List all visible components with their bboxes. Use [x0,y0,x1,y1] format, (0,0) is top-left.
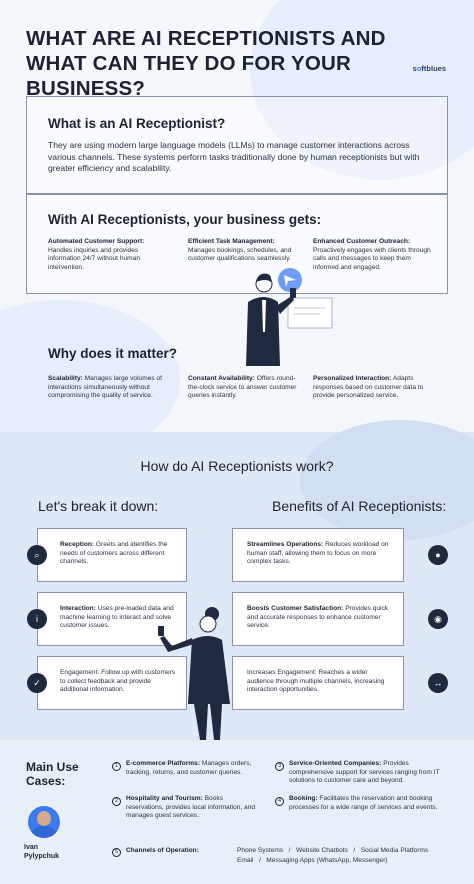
channels-line: Email / Messaging Apps (WhatsApp, Messenger) [237,857,388,864]
info-icon: i [27,609,47,629]
why-heading: Why does it matter? [48,346,178,361]
left-heading: Let's break it down: [38,498,159,514]
use-case-item: Service-Oriented Companies: Provides comprehensive support for services ranging from IT solutions to customer care and beyond. [289,760,440,785]
gets-item: Enhanced Customer Outreach: Proactively engages with clients through calls and messages to keep them informed and engaged. [313,238,431,271]
gets-item: Efficient Task Management: Manages bookings, schedules, and customer qualifications seamlessly. [188,238,292,263]
users-icon: ◉ [428,609,448,629]
check-icon: ✓ [27,673,47,693]
why-item: Scalability: Manages large volumes of interactions simultaneously without compromising the quality of service. [48,375,163,400]
number-badge: 5 [112,848,121,857]
use-case-item: Booking: Facilitates the reservation and booking processes for a wide range of services and events. [289,795,438,811]
number-badge: 3 [275,762,284,771]
gets-heading: With AI Receptionists, your business gets: [48,212,322,227]
number-badge: 1 [112,762,121,771]
benefit-card: Streamlines Operations: Reduces workload on human staff, allowing them to focus on more complex tasks. [232,528,404,582]
channels-line: Phone Systems / Website Chatbots / Social Media Platforms [237,847,429,854]
use-case-item: Hospitality and Tourism: Books reservations, provides local information, and manages guest services. [126,795,256,820]
author-name: Ivan Pylypchuk [24,844,60,860]
gets-item: Automated Customer Support: Handles inquiries and provides information 24/7 without human intervention. [48,238,145,271]
why-item: Personalized Interaction: Adapts responses based on customer data to provide personalized service. [313,375,424,400]
user-icon: ● [428,545,448,565]
man-with-phone-illustration [228,262,338,370]
number-badge: 2 [112,797,121,806]
how-heading: How do AI Receptionists work? [140,458,334,474]
number-badge: 4 [275,797,284,806]
page-title: WHAT ARE AI RECEPTIONISTS AND WHAT CAN THEY DO FOR YOUR BUSINESS? [26,27,386,100]
how-card: Interaction: Uses pre-loaded data and machine learning to interact and solve customer issues. [37,592,187,646]
use-case-item: E-commerce Platforms: Manages orders, tracking, returns, and customer queries. [126,760,252,776]
brand-logo: softblues [412,64,446,73]
woman-illustration [150,604,240,740]
why-item: Constant Availability: Offers round-the-clock service to answer customer queries instantly. [188,375,297,400]
right-heading: Benefits of AI Receptionists: [272,498,447,514]
use-cases-heading: Main Use Cases: [26,760,79,788]
how-card: Engagement: Follow up with customers to collect feedback and provide additional information. [37,656,187,710]
what-is-text: They are using modern large language models (LLMs) to manage customer interactions across various channels. These systems perform tasks traditionally done by human receptionists but with greater efficiency and scalability. [48,140,420,173]
how-card: Reception: Greets and identifies the needs of customers across different channels. [37,528,187,582]
channels-title: Channels of Operation: [126,847,199,854]
avatar [28,806,60,838]
arrows-icon: ↔ [428,673,448,693]
search-icon: ⌕ [27,545,47,565]
benefit-card: Increases Engagement: Reaches a wider audience through multiple channels, increasing interaction opportunities. [232,656,404,710]
what-is-heading: What is an AI Receptionist? [48,116,226,131]
benefit-card: Boosts Customer Satisfaction: Provides quick and accurate responses to enhance customer service. [232,592,404,646]
